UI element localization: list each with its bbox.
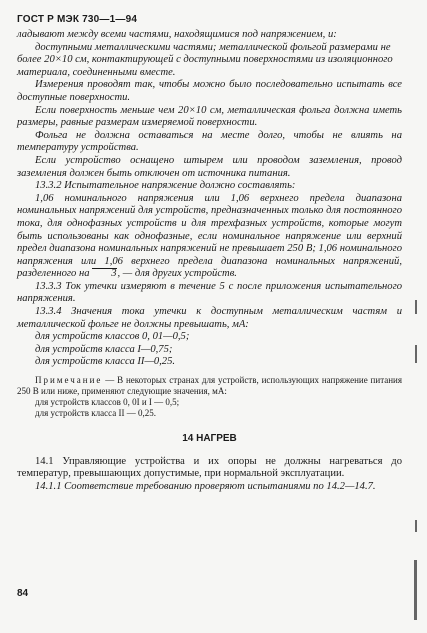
note-line: для устройств класса II — 0,25.	[35, 408, 156, 419]
paragraph: доступными металлическими частями; металлической фольгой размерами не более 20×10 см, контактирующей с доступными поверхностями из изоляционного материала, соединенными вместе.	[17, 41, 393, 78]
clause-heading: 13.3.2 Испытательное напряжение должно составлять:	[35, 180, 296, 192]
note-line: для устройств классов 0, 0I и I — 0,5;	[35, 397, 180, 408]
paragraph: 13.3.4 Значения тока утечки к доступным металлическим частям и металлической фольге не должны превышать, мА:	[17, 306, 402, 330]
paragraph: 13.3.3 Ток утечки измеряют в течение 5 с после приложения испытательного напряжения.	[17, 280, 402, 305]
margin-mark	[415, 520, 417, 532]
margin-mark	[415, 300, 417, 314]
paragraph: ладывают между всеми частями, находящимися под напряжением, и:	[17, 29, 337, 40]
margin-mark	[415, 345, 417, 363]
note	[17, 375, 402, 397]
paragraph: 14.1 Управляющие устройства и их опоры не должны нагреваться до температур, превышающих допустимые, при нормальной эксплуатации.	[17, 455, 402, 480]
page-number: 84	[17, 588, 29, 599]
margin-mark	[414, 560, 417, 620]
text-fragment: , — для других устройств.	[117, 268, 237, 280]
text-fragment: 1,06 номинального напряжения или 1,06 верхнего предела диапазона номинальных напряжений для устройств, предназначенных только для постоянного тока, для однофазных устройств и для трехфазных устройств, которые могут быть использованы как однофазные, если номинальное напряжение или верхний предел диапазона номинальных напряжений не превышает 250 В; 1,06 номинального напряжения или 1,06 верхнего предела диапазона номинальных напряжений, разделенного на	[17, 192, 402, 280]
paragraph: Фольга не должна оставаться на месте долго, чтобы не влиять на температуру устройства.	[17, 129, 402, 154]
paragraph: Измерения проводят так, чтобы можно было последовательно испытать все доступные поверхности.	[17, 79, 402, 103]
paragraph: Если устройство оснащено штырем или проводом заземления, провод заземления должен быть отключен от источника питания.	[17, 154, 402, 179]
page-body	[17, 29, 402, 493]
paragraph: 14.1.1 Соответствие требованию проверяют испытаниями по 14.2—14.7.	[35, 480, 376, 492]
page-header: ГОСТ Р МЭК 730—1—94	[17, 14, 138, 25]
note-label: Примечание	[35, 375, 103, 386]
paragraph: Если поверхность меньше чем 20×10 см, металлическая фольга должна иметь размеры, равные размерам измеряемой поверхности.	[17, 104, 402, 129]
list-item: для устройств классов 0, 01—0,5;	[35, 331, 190, 343]
paragraph	[17, 193, 402, 281]
list-item: для устройств класса II—0,25.	[35, 356, 176, 368]
section-heading: 14 НАГРЕВ	[182, 433, 237, 445]
sqrt-three: 3	[92, 268, 117, 279]
list-item: для устройств класса I—0,75;	[35, 343, 173, 355]
note-text: — В некоторых странах для устройств, использующих напряжение питания 250 В или ниже, применяют следующие значения, мА:	[17, 375, 402, 397]
